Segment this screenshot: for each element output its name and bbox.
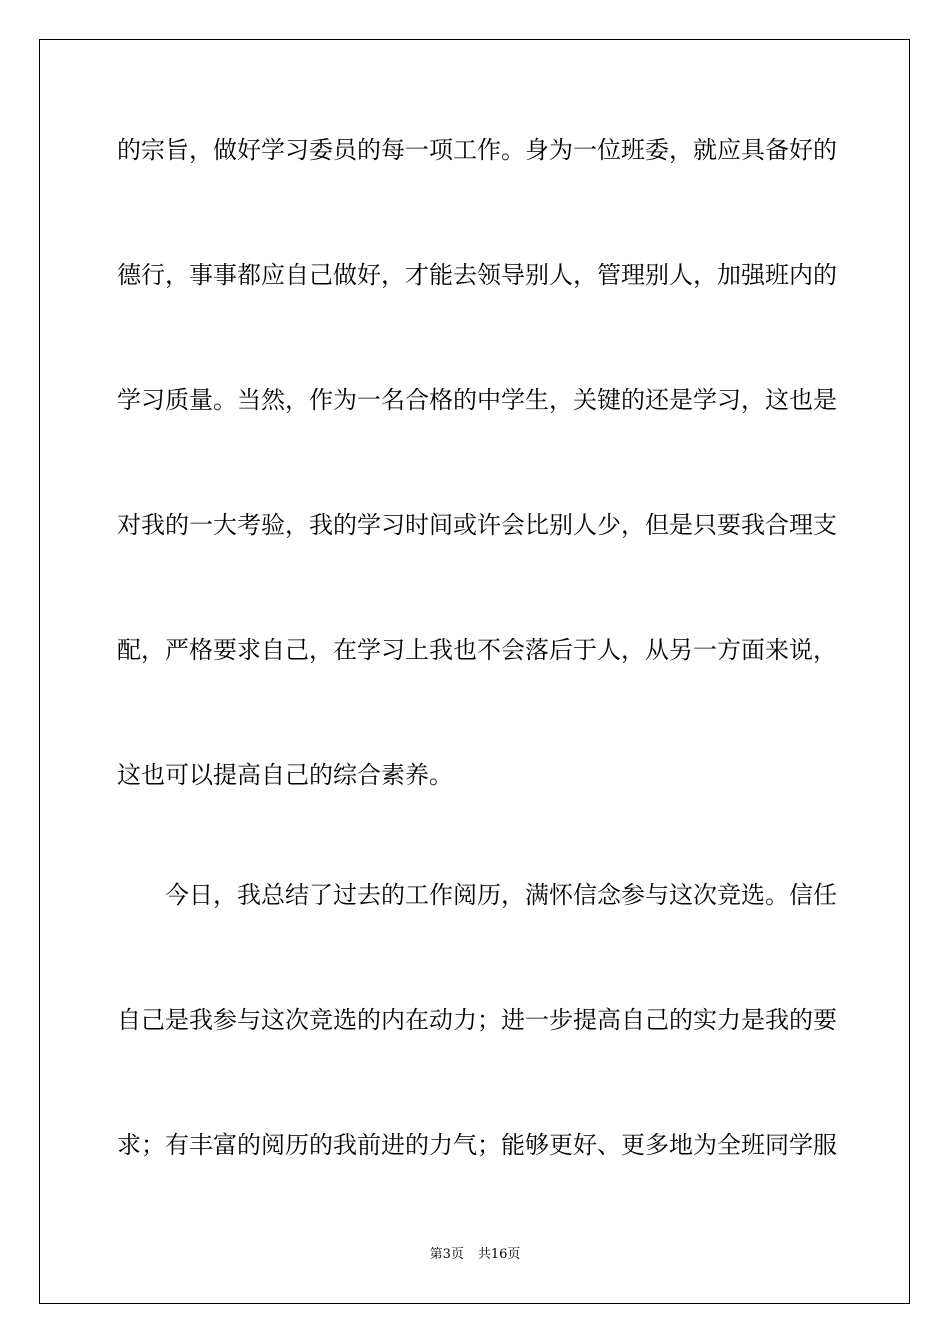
paragraph-1-line-1: 的宗旨，做好学习委员的每一项工作。身为一位班委，就应具备好的 <box>117 136 837 164</box>
paragraph-1-line-2: 德行，事事都应自己做好，才能去领导别人，管理别人，加强班内的 <box>117 261 837 289</box>
paragraph-1-line-5: 配，严格要求自己，在学习上我也不会落后于人，从另一方面来说， <box>117 636 837 664</box>
paragraph-1-line-6: 这也可以提高自己的综合素养。 <box>117 761 453 789</box>
paragraph-1-line-4: 对我的一大考验，我的学习时间或许会比别人少，但是只要我合理支 <box>117 511 837 539</box>
total-pages: 共16页 <box>477 1247 521 1262</box>
page-number: 第3页 <box>429 1247 464 1262</box>
page-border <box>39 39 910 1304</box>
page-footer <box>0 1245 950 1265</box>
paragraph-2-line-3: 求；有丰富的阅历的我前进的力气；能够更好、更多地为全班同学服 <box>117 1131 837 1159</box>
paragraph-2-line-1: 今日，我总结了过去的工作阅历，满怀信念参与这次竞选。信任 <box>165 881 837 909</box>
paragraph-1-line-3: 学习质量。当然，作为一名合格的中学生，关键的还是学习，这也是 <box>117 386 837 414</box>
paragraph-2-line-2: 自己是我参与这次竞选的内在动力；进一步提高自己的实力是我的要 <box>117 1006 837 1034</box>
